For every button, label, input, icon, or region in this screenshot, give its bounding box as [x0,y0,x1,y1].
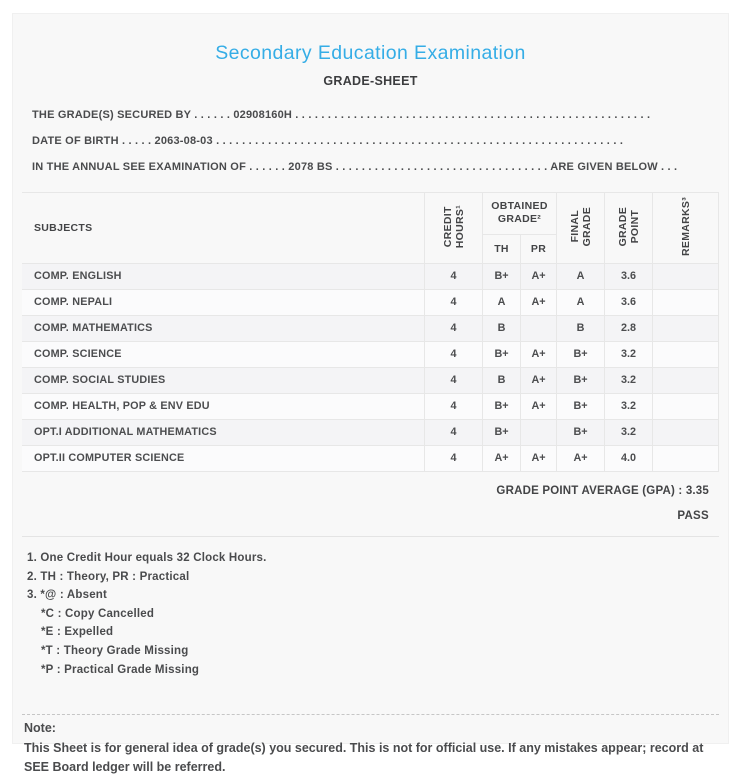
col-header-subjects: SUBJECTS [22,193,425,264]
subject-cell: COMP. HEALTH, POP & ENV EDU [22,393,425,419]
final-grade-cell: B+ [557,341,605,367]
table-row [22,445,719,471]
footnote-line: 3. *@ : Absent [27,589,108,602]
remarks-cell [653,341,719,367]
footnote-line: *P : Practical Grade Missing [41,663,200,676]
final-grade-cell: A [557,289,605,315]
remarks-cell [653,445,719,471]
credit-hours-cell: 4 [425,445,483,471]
th-grade-cell: B+ [483,341,521,367]
pr-grade-cell: A+ [521,367,557,393]
th-grade-cell: A [483,289,521,315]
credit-hours-cell: 4 [425,419,483,445]
pr-grade-cell: A+ [521,393,557,419]
pr-grade-cell: A+ [521,445,557,471]
table-row [22,289,719,315]
col-header-th: TH [483,234,521,263]
col-header-credit-hours [425,193,483,264]
credit-hours-cell: 4 [425,393,483,419]
grade-point-cell: 3.6 [605,263,653,289]
info-line-secured-by: THE GRADE(S) SECURED BY . . . . . . 02908160H . . . . . . . . . . . . . . . . . . . . . . . . . . . . . . . . . . . . . . . . . . . . . . . . . . . . . . . [32,109,651,121]
table-row [22,341,719,367]
remarks-label: REMARKS³ [679,197,692,256]
credit-hours-label-line1: CREDIT [441,206,454,247]
final-grade-cell: B+ [557,367,605,393]
footnote-line: *E : Expelled [41,626,114,639]
subject-cell: COMP. NEPALI [22,289,425,315]
grade-point-label-line1: GRADE [616,206,629,247]
gpa-line: GRADE POINT AVERAGE (GPA) : 3.35 [496,484,709,497]
grade-point-cell: 3.2 [605,341,653,367]
col-header-grade-point [605,193,653,264]
col-header-remarks [653,193,719,264]
page-title: Secondary Education Examination [215,42,526,64]
final-grade-cell: A [557,263,605,289]
col-header-final-grade [557,193,605,264]
table-row [22,419,719,445]
grade-point-label-line2: POINT [628,209,641,244]
info-line-exam-year: IN THE ANNUAL SEE EXAMINATION OF . . . . . . 2078 BS . . . . . . . . . . . . . . . . . . . . . . . . . . . . . . . . . ARE GIVEN BELOW . . . [32,161,678,173]
th-grade-cell: B+ [483,419,521,445]
grade-point-cell: 3.2 [605,419,653,445]
credit-hours-label-line2: HOURS¹ [453,204,466,249]
remarks-cell [653,315,719,341]
subject-cell: OPT.I ADDITIONAL MATHEMATICS [22,419,425,445]
obtained-grade-label-line2: GRADE² [497,213,542,226]
pr-grade-cell: A+ [521,289,557,315]
final-grade-cell: B [557,315,605,341]
remarks-cell [653,263,719,289]
sheet-panel [12,13,729,775]
remarks-cell [653,289,719,315]
credit-hours-cell: 4 [425,315,483,341]
subject-cell: COMP. ENGLISH [22,263,425,289]
th-grade-cell: B [483,367,521,393]
credit-hours-cell: 4 [425,289,483,315]
th-grade-cell: B+ [483,393,521,419]
credit-hours-cell: 4 [425,341,483,367]
note-label: Note: [24,721,56,736]
grade-table [22,192,719,472]
grade-point-cell: 2.8 [605,315,653,341]
final-grade-cell: B+ [557,419,605,445]
grade-point-cell: 3.2 [605,393,653,419]
pr-grade-cell: A+ [521,341,557,367]
th-grade-cell: B [483,315,521,341]
result-status: PASS [677,509,709,522]
remarks-cell [653,393,719,419]
info-line-date-of-birth: DATE OF BIRTH . . . . . 2063-08-03 . . . . . . . . . . . . . . . . . . . . . . . . . . . . . . . . . . . . . . . . . . . . . . . . . . . . . . . . . . . . . . . [32,135,624,147]
pr-grade-cell [521,315,557,341]
result-summary [22,472,719,537]
obtained-grade-label-line1: OBTAINED [491,200,548,213]
final-grade-cell: B+ [557,393,605,419]
table-row [22,315,719,341]
grade-point-cell: 3.2 [605,367,653,393]
student-info [22,102,719,180]
th-grade-cell: A+ [483,445,521,471]
footnote-line: 2. TH : Theory, PR : Practical [27,570,190,583]
col-header-pr: PR [521,234,557,263]
page-subtitle: GRADE-SHEET [323,74,418,88]
final-grade-cell: A+ [557,445,605,471]
footnote-line: *T : Theory Grade Missing [41,644,189,657]
subject-cell: COMP. SCIENCE [22,341,425,367]
grade-point-cell: 3.6 [605,289,653,315]
note-text: This Sheet is for general idea of grade(s) you secured. This is not for official use. If any mistakes appear; record at SEE Board ledger will be referred. [24,741,704,775]
credit-hours-cell: 4 [425,263,483,289]
table-row [22,263,719,289]
table-row [22,393,719,419]
grade-point-cell: 4.0 [605,445,653,471]
final-grade-label-line2: GRADE [580,206,593,247]
credit-hours-cell: 4 [425,367,483,393]
footnote-line: *C : Copy Cancelled [41,607,155,620]
pr-grade-cell [521,419,557,445]
subject-cell: OPT.II COMPUTER SCIENCE [22,445,425,471]
col-header-obtained-grade [483,193,557,235]
remarks-cell [653,419,719,445]
pr-grade-cell: A+ [521,263,557,289]
footnotes [22,537,719,679]
footnote-line: 1. One Credit Hour equals 32 Clock Hours. [27,551,267,564]
subject-cell: COMP. SOCIAL STUDIES [22,367,425,393]
remarks-cell [653,367,719,393]
th-grade-cell: B+ [483,263,521,289]
final-grade-label-line1: FINAL [568,210,581,243]
subject-cell: COMP. MATHEMATICS [22,315,425,341]
note-divider [22,714,719,715]
table-row [22,367,719,393]
